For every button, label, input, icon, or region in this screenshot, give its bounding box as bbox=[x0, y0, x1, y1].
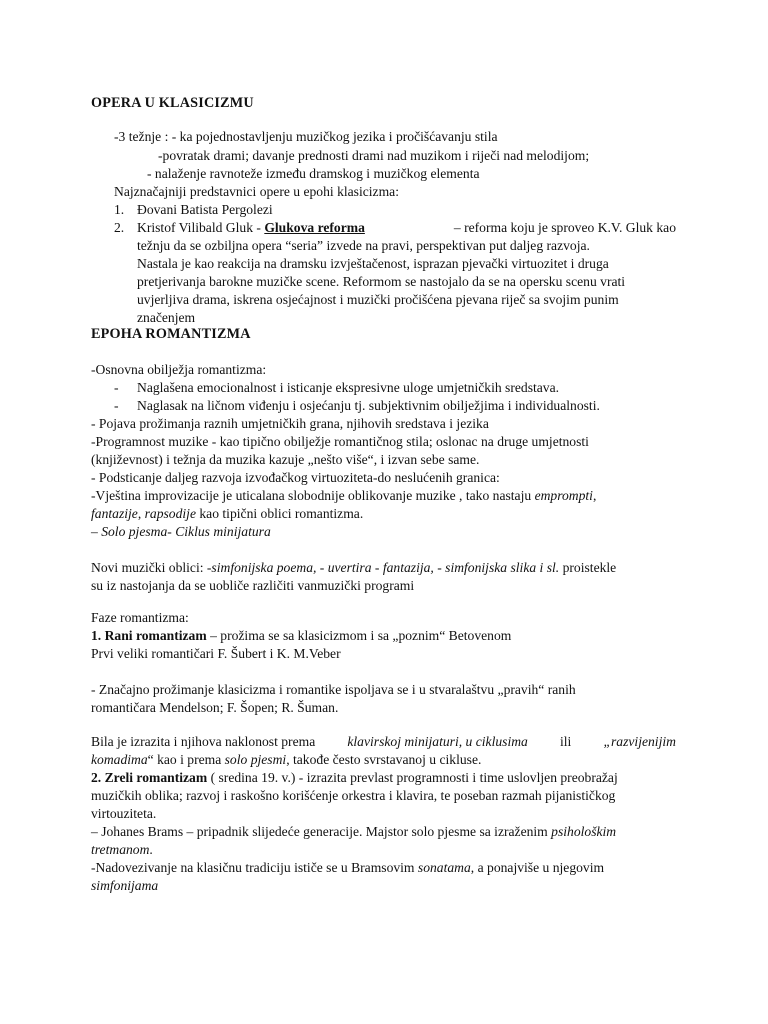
phases-intro: Faze romantizma: bbox=[91, 610, 189, 625]
new-forms-line-2: su iz nastojanja da se uobliče različiti vanmuzički programi bbox=[91, 578, 415, 593]
bullet-emotionality: Naglašena emocionalnost i isticanje ekspresivne uloge umjetničkih sredstava. bbox=[137, 380, 560, 395]
improvisation-line-2: fantazije, rapsodije kao tipični oblici romantizma. bbox=[91, 506, 364, 521]
term-rapsodije: rapsodije bbox=[144, 506, 196, 521]
term-sonatama: sonatama bbox=[417, 860, 471, 875]
improvisation-line-1: -Vještina improvizacije je uticalana slobodnije oblikovanje muzike , tako nastaju emprompti, bbox=[91, 488, 597, 503]
phase-2-line-1: 2. Zreli romantizam ( sredina 19. v.) - izrazita prevlast programnosti i time uslovljen preobražaj bbox=[91, 770, 618, 785]
heading-epoha-romantizma: EPOHA ROMANTIZMA bbox=[91, 326, 251, 342]
tradition-line-1: -Nadovezivanje na klasičnu tradiciju ističe se u Bramsovim sonatama, a ponajviše u njegovim bbox=[91, 860, 605, 875]
phase-1-title: Rani romantizam bbox=[101, 628, 207, 643]
gluk-line-6: značenjem bbox=[137, 310, 196, 325]
brahms-line-1: – Johanes Brams – pripadnik slijedeće generacije. Majstor solo pjesme sa izraženim psihološkim bbox=[91, 824, 617, 839]
phase-2-title: 2. Zreli romantizam bbox=[91, 770, 208, 785]
paragraph-art-merge: - Pojava prožimanja raznih umjetničkih grana, njihovih sredstava i jezika bbox=[91, 416, 489, 431]
heading-opera-u-klasicizmu: OPERA U KLASICIZMU bbox=[91, 95, 254, 111]
list-item-number-1: 1. bbox=[114, 202, 125, 217]
significant-merge-line-1: - Značajno prožimanje klasicizma i romantike ispoljava se i u stvaralaštvu „pravih“ ranih bbox=[91, 682, 576, 697]
programnost-line-1: -Programnost muzike - kao tipično obilježje romantičnog stila; oslonac na druge umjetnosti bbox=[91, 434, 589, 449]
bullet-personal-view: Naglasak na ličnom viđenju i osjećanju tj. subjektivnim obilježjima i individualnosti. bbox=[137, 398, 600, 413]
gluk-line-4: pretjerivanja barokne muzičke scene. Reformom se nastojalo da se na opersku scenu vrati bbox=[137, 274, 626, 289]
bullet-dash: - bbox=[114, 380, 119, 395]
term-razvijeniji: „razvijenijim bbox=[603, 734, 676, 749]
term-fantazije: fantazije bbox=[91, 506, 138, 521]
term-psiholoskim: psihološkim bbox=[551, 824, 617, 839]
list-item-pergolezi: Đovani Batista Pergolezi bbox=[137, 202, 273, 217]
list-item-number-2: 2. bbox=[114, 220, 125, 235]
representatives-intro: Najznačajniji predstavnici opere u epohi klasicizma: bbox=[114, 184, 399, 199]
paragraph-virtuosity: - Podsticanje daljeg razvoja izvođačkog virtuoziteta-do neslućenih granica: bbox=[91, 470, 500, 485]
term-emprompti: emprompti bbox=[534, 488, 593, 503]
bullet-dash: - bbox=[114, 398, 119, 413]
phase-1-romanticists: Prvi veliki romantičari F. Šubert i K. M.Veber bbox=[91, 646, 341, 661]
new-forms-list: -simfonijska poema, - uvertira - fantazija, - simfonijska slika i sl. bbox=[206, 560, 560, 575]
tendencies-line-3: - nalaženje ravnoteže između dramskog i muzičkog elementa bbox=[147, 166, 480, 181]
gluk-name: Kristof Vilibald Gluk - bbox=[137, 220, 265, 235]
phase-2-line-2: muzičkih oblika; razvoj i raskošno korišćenje orkestra i klavira, te poseban razmah pijanističkog bbox=[91, 788, 616, 803]
tendencies-line-2: -povratak drami; davanje prednosti drami nad muzikom i riječi nad melodijom; bbox=[158, 148, 590, 163]
brahms-line-2: tretmanom. bbox=[91, 842, 153, 857]
tradition-line-2: simfonijama bbox=[91, 878, 159, 893]
term-klavirska-minijatura: klavirskoj minijaturi, u ciklusima bbox=[347, 734, 528, 749]
programnost-line-2: (književnost) i težnja da muzika kazuje „nešto više“, i izvan sebe same. bbox=[91, 452, 480, 467]
features-intro: -Osnovna obilježja romantizma: bbox=[91, 362, 267, 377]
gluk-line-3: Nastala je kao reakcija na dramsku izvještačenost, isprazan pjevački virtuozitet i druga bbox=[137, 256, 609, 271]
gluk-line-1-rest: – reforma koju je sproveo K.V. Gluk kao bbox=[450, 220, 676, 235]
significant-merge-line-2: romantičara Mendelson; F. Šopen; R. Šuman. bbox=[91, 700, 339, 715]
inclination-line-2: komadima“ kao i prema solo pjesmi, takođe često svrstavanoj u cikluse. bbox=[91, 752, 482, 767]
gluk-line-1 bbox=[137, 219, 676, 237]
gluk-line-2: težnju da se ozbiljna opera “seria” izvede na pravi, perspektivan put daljeg razvoja. bbox=[137, 238, 590, 253]
phase-1-line: 1. Rani romantizam – prožima se sa klasicizmom i sa „poznim“ Betovenom bbox=[91, 628, 512, 643]
inclination-line-1: Bila je izrazita i njihova naklonost prema klavirskoj minijaturi, u ciklusima ili „razvijenijim bbox=[91, 734, 676, 749]
term-solo-pjesma: solo pjesmi bbox=[224, 752, 287, 767]
tendencies-intro: -3 težnje : - ka pojednostavljenju muzičkog jezika i pročišćavanju stila bbox=[114, 129, 498, 144]
phase-2-line-3: virtouziteta. bbox=[91, 806, 157, 821]
gluk-line-5: uvjerljiva drama, iskrena osjećajnost i muzički pročišćena pjevana riječ sa svojim punim bbox=[137, 292, 619, 307]
new-forms-line-1: Novi muzički oblici: -simfonijska poema, - uvertira - fantazija, - simfonijska slika i sl. proistekle bbox=[91, 560, 617, 575]
glukova-reforma-term: Glukova reforma bbox=[264, 220, 365, 235]
solo-pjesma-line: – Solo pjesma- Ciklus minijatura bbox=[91, 524, 271, 539]
